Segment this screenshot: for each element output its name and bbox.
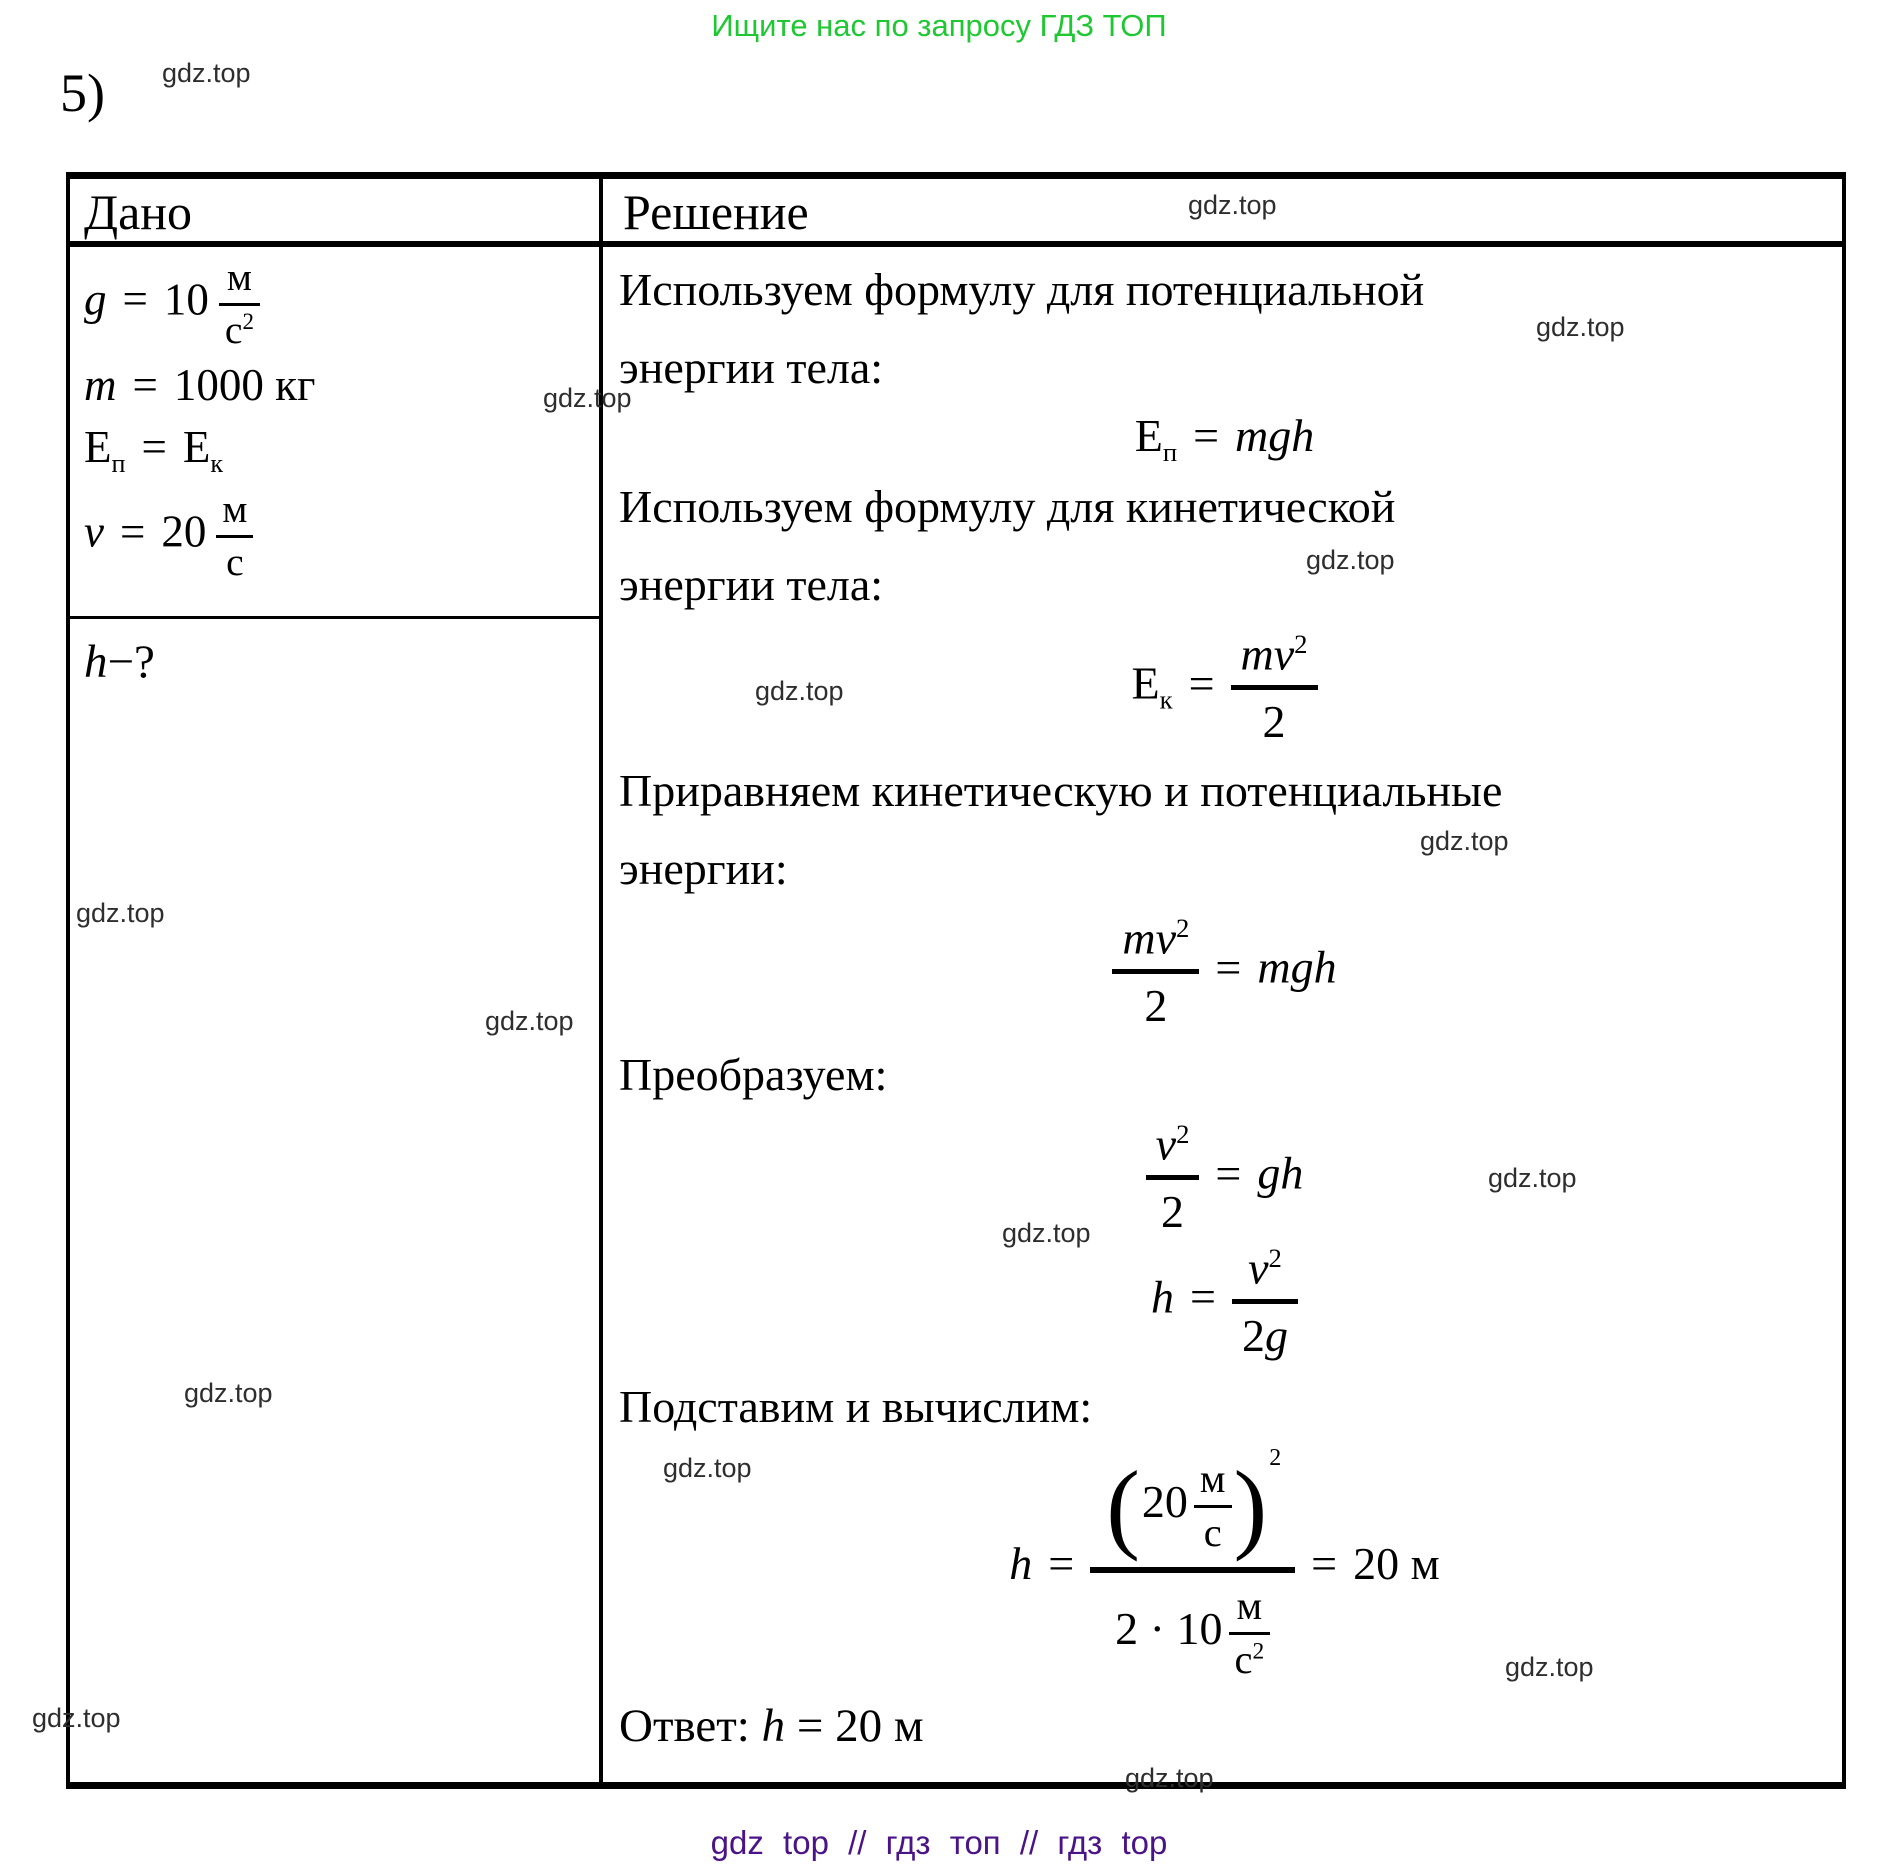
paragraph-line: энергии: (619, 843, 788, 895)
v-term: v (1248, 1242, 1269, 1294)
watermark: gdz.top (1188, 190, 1277, 220)
watermark: gdz.top (184, 1378, 273, 1408)
paragraph-line: энергии тела: (619, 559, 884, 611)
unit-denominator: с (1203, 1509, 1222, 1555)
solution-paragraph-3 (619, 752, 1830, 908)
unit-denominator (219, 306, 260, 352)
solution-paragraph-1 (619, 251, 1830, 407)
h-symbol: h (84, 636, 108, 688)
mv-term: mv (1240, 628, 1295, 680)
substitution-formula (619, 1444, 1830, 1682)
unit-denominator-exponent: 2 (242, 308, 254, 334)
unit-numerator: м (216, 489, 253, 538)
equals-sign: = (141, 422, 167, 473)
answer-line (619, 1687, 1830, 1765)
h-symbol: h (1151, 1271, 1175, 1323)
mgh-term: mgh (1257, 941, 1337, 993)
energy-equality-formula (619, 914, 1830, 1030)
g-symbol: g (1264, 1309, 1288, 1361)
unit-m-per-s2 (219, 257, 260, 351)
paragraph-line: энергии тела: (619, 342, 884, 393)
e-potential-base: E (1134, 410, 1163, 461)
fraction-numerator (1231, 630, 1318, 690)
exponent: 2 (1268, 1242, 1282, 1273)
unit-m-per-s (1194, 1458, 1232, 1554)
watermark: gdz.top (755, 676, 844, 706)
problem-number: 5) (60, 63, 105, 123)
unit-numerator: м (219, 257, 260, 306)
g-symbol: g (84, 274, 107, 325)
paragraph-line: Преобразуем: (619, 1049, 888, 1101)
watermark: gdz.top (485, 1006, 574, 1036)
watermark: gdz.top (1536, 312, 1625, 342)
e-potential-subscript: п (111, 449, 126, 479)
equals-sign: = (1048, 1538, 1075, 1590)
promo-banner: Ищите нас по запросу ГДЗ ТОП (711, 8, 1167, 43)
equals-sign: = (1190, 1271, 1216, 1323)
equals-sign: = (1188, 657, 1215, 709)
fraction-denominator: 2 (1161, 1185, 1185, 1237)
given-values (70, 247, 599, 619)
v-term: v (1155, 1118, 1177, 1170)
fraction-denominator: 2 (1262, 695, 1286, 747)
paragraph-line: Используем формулу для потенциальной (619, 264, 1425, 315)
m-unit: кг (275, 360, 316, 411)
watermark: gdz.top (32, 1703, 121, 1733)
paragraph-line: Приравняем кинетическую и потенциальные (619, 765, 1503, 817)
e-kinetic-base: E (182, 422, 211, 473)
solution-table (66, 172, 1846, 1789)
e-kinetic-subscript: к (1159, 684, 1173, 715)
unit-denominator: с (226, 539, 244, 584)
watermark: gdz.top (663, 1453, 752, 1483)
watermark: gdz.top (1002, 1218, 1091, 1248)
denominator-product: 2 · 10 (1115, 1602, 1223, 1654)
fraction-numerator (1112, 914, 1199, 974)
unit-denominator (1229, 1635, 1271, 1682)
unit-m-per-s2 (1229, 1585, 1271, 1681)
transformed-formula (619, 1120, 1830, 1236)
paragraph-line: Подставим и вычислим: (619, 1380, 1093, 1432)
given-find (70, 619, 599, 689)
equals-sign: = (122, 274, 148, 325)
fraction-numerator (1146, 1120, 1200, 1180)
e-kinetic-subscript: к (210, 449, 224, 479)
fraction-numerator (1232, 1244, 1298, 1304)
watermark: gdz.top (162, 58, 251, 88)
answer-label: Ответ: (619, 1700, 750, 1753)
given-gravity (84, 257, 599, 351)
watermark: gdz.top (543, 383, 632, 413)
exponent: 2 (1294, 629, 1308, 660)
fraction-denominator (1090, 1573, 1295, 1681)
find-question: −? (107, 636, 155, 688)
unit-numerator: м (1229, 1585, 1271, 1635)
equals-sign: = (119, 506, 146, 557)
v2-over-2g-fraction (1232, 1244, 1298, 1360)
result-value: 20 м (1353, 1538, 1440, 1590)
fraction-numerator (1090, 1444, 1295, 1573)
watermark: gdz.top (1125, 1763, 1214, 1793)
potential-energy-formula (619, 409, 1830, 468)
unit-denominator-exponent: 2 (1252, 1638, 1265, 1665)
exponent: 2 (1176, 913, 1190, 944)
h-symbol: h (1009, 1538, 1033, 1590)
solution-paragraph-4 (619, 1036, 1830, 1114)
solution-paragraph-5 (619, 1368, 1830, 1446)
coefficient: 2 (1241, 1309, 1265, 1361)
unit-m-per-s (216, 489, 253, 583)
answer-value: = 20 м (796, 1700, 924, 1753)
watermark: gdz.top (1505, 1652, 1594, 1682)
given-header-label: Дано (84, 184, 193, 240)
mv2-over-2-fraction (1231, 630, 1318, 746)
exponent: 2 (1176, 1119, 1190, 1150)
e-kinetic-base: E (1131, 657, 1160, 709)
unit-denominator-base: с (224, 307, 243, 352)
equals-sign: = (132, 360, 158, 411)
v2-over-2-fraction (1146, 1120, 1200, 1236)
g-value: 10 (163, 274, 209, 325)
e-potential-base: E (84, 422, 112, 473)
velocity-value: 20 (1141, 1476, 1188, 1528)
paragraph-line: Используем формулу для кинетической (619, 481, 1396, 533)
equals-sign: = (1215, 941, 1242, 993)
watermark: gdz.top (76, 898, 165, 928)
m-symbol: m (84, 360, 117, 411)
watermark: gdz.top (1306, 545, 1395, 575)
mv-term: mv (1122, 912, 1177, 964)
left-parenthesis: ( (1106, 1449, 1140, 1562)
fraction-denominator (1232, 1304, 1298, 1360)
squared-exponent: 2 (1269, 1444, 1282, 1471)
mv2-over-2-fraction (1112, 914, 1199, 1030)
mgh-term: mgh (1235, 410, 1315, 461)
unit-numerator: м (1194, 1458, 1232, 1508)
e-potential-subscript: п (1162, 437, 1178, 468)
height-formula (619, 1244, 1830, 1360)
given-mass (84, 359, 599, 411)
unit-denominator-base: с (1234, 1636, 1253, 1682)
m-value: 1000 (173, 360, 264, 411)
watermark: gdz.top (1420, 826, 1509, 856)
solution-cell (603, 247, 1842, 1782)
watermark: gdz.top (1488, 1163, 1577, 1193)
main-fraction (1090, 1444, 1295, 1682)
v-symbol: v (84, 506, 104, 557)
solution-paragraph-2 (619, 468, 1830, 624)
footer-branding: gdz top // гдз топ // гдз top (710, 1824, 1168, 1861)
solution-header-label: Решение (623, 184, 809, 240)
given-header-cell (70, 179, 603, 247)
v-value: 20 (161, 506, 207, 557)
equals-sign: = (1215, 1147, 1242, 1199)
equals-sign: = (1311, 1538, 1338, 1590)
given-velocity (84, 489, 599, 583)
right-parenthesis: ) (1233, 1449, 1268, 1562)
gh-term: gh (1257, 1147, 1304, 1199)
h-symbol: h (761, 1700, 786, 1753)
given-energy-equality (84, 421, 599, 479)
fraction-denominator: 2 (1144, 979, 1168, 1031)
equals-sign: = (1193, 410, 1220, 461)
